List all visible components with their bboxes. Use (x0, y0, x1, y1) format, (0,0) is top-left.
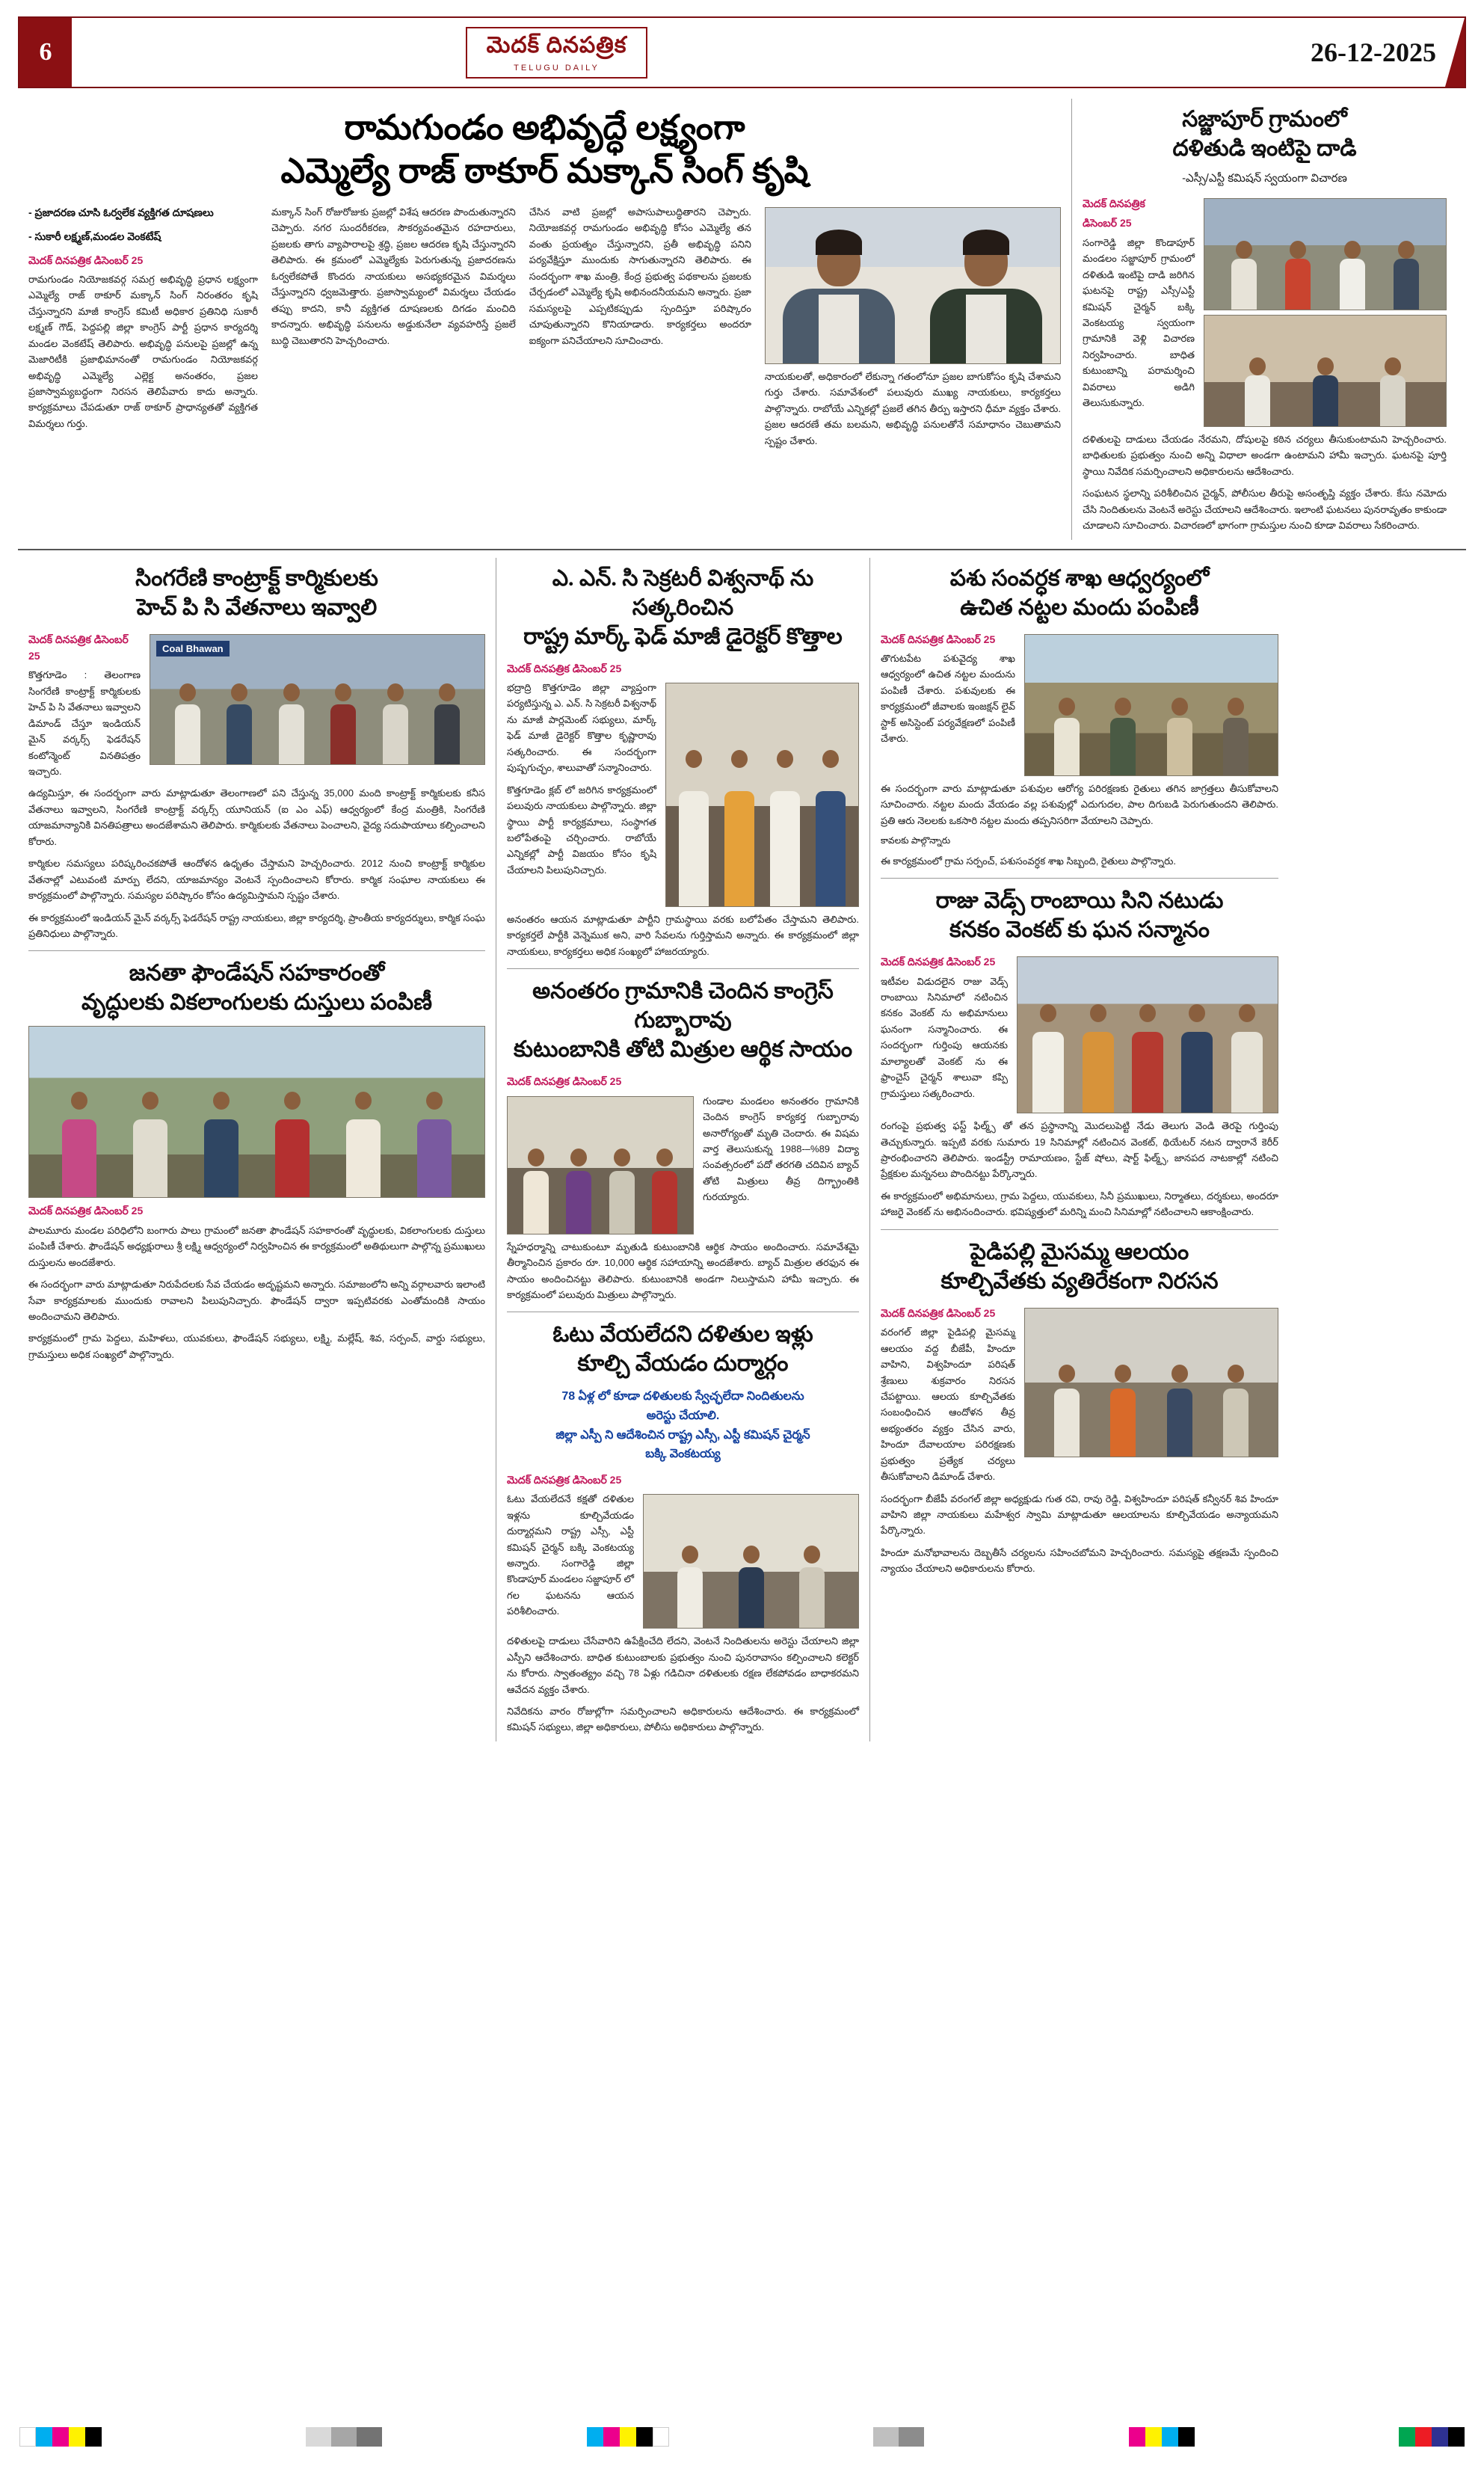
help-headline-line2: కుటుంబానికి తోటి మిత్రుల ఆర్థిక సాయం (513, 1037, 853, 1063)
help-headline-line1: అనంతరం గ్రామానికి చెందిన కాంగ్రెస్ గుబ్బారావు (532, 979, 834, 1033)
top-right-headline (1083, 105, 1447, 163)
lead-article (18, 99, 1072, 540)
photo-commission-meeting (1204, 315, 1447, 427)
lead-kicker-2: - సుకారీ లక్ష్మణ్,మండల వెంకటేష్ (28, 230, 161, 242)
vote-headline-line2: కూల్చి వేయడం దుర్మార్గం (577, 1351, 789, 1377)
help-para-1: గుండాల మండలం అనంతరం గ్రామానికి చెందిన కాంగ్రెస్ కార్యకర్త గుబ్బారావు అనారోగ్యంతో మృతి చెందారు. ఈ విషమ వార్త తెలుసుకున్న 1988-–%89 విద్యా సంవత్సరంలో పదో తరగతి చదివిన బ్యాచ్ తోటి మిత్రులు తీవ్ర దిగ్భ్రాంతికి గురయ్యారు. (703, 1095, 859, 1203)
color-bar-group-4 (873, 2427, 924, 2447)
photo-financial-aid (507, 1096, 694, 1235)
anc-grid (507, 680, 859, 911)
column-right (870, 558, 1289, 1741)
raju-headline-line2: కనకం వెంకట్ కు ఘన సన్మానం (949, 917, 1210, 943)
issue-date: 26-12-2025 (1311, 37, 1436, 67)
vote-photo-col (643, 1491, 859, 1633)
photo-clothes-distribution (28, 1026, 485, 1198)
column-middle (496, 558, 870, 1741)
article-raju-weds (881, 886, 1278, 1220)
color-bar-group-2 (306, 2427, 382, 2447)
article-janata (28, 959, 485, 1362)
brand-subtitle: TELUGU DAILY (514, 63, 600, 73)
vote-para-2: దళితులపై దాడులు చేసేవారిని ఉపేక్షించేది లేదని, వెంటనే నిందితులను అరెస్టు చేయాలని జిల్లా ఎస్పీని ఆదేశించారు. బాధిత కుటుంబాలకు ప్రభుత్వం నుంచి పునరావాసం కల్పించాలని కలెక్టర్ ను కోరారు. స్వాతంత్య్రం వచ్చి 78 ఏళ్లు గడిచినా దళితులకు రక్షణ లేకపోవడం బాధాకరమని ఆవేదన వ్యక్తం చేశారు. (507, 1635, 859, 1695)
article-singareni (28, 564, 485, 942)
masthead-logo-wrap (72, 18, 1311, 87)
color-bar-group-1 (19, 2427, 102, 2447)
temple-para-3: హిందూ మనోభావాలను దెబ్బతీసే చర్యలను సహించబోమని హెచ్చరించారు. సమస్యపై తక్షణమే స్పందించి న్యాయం చేయాలని అధికారులను కోరారు. (881, 1546, 1278, 1575)
vote-headline (507, 1320, 859, 1378)
help-photo-col (507, 1093, 694, 1239)
janata-headline-line1: జనతా ఫౌండేషన్ సహకారంతో (129, 961, 385, 986)
vote-blurb (507, 1387, 859, 1463)
vote-blurb-line3: జిల్లా ఎస్పీ ని ఆదేశించిన రాష్ట్ర ఎస్సీ, ఎస్టీ కమిషన్ చైర్మన్ (555, 1428, 810, 1442)
anc-headline-line1: ఎ. ఎన్. సి సెక్రటరీ విశ్వనాథ్ ను సత్కరించిన (552, 565, 814, 620)
lead-body-grid (28, 204, 1061, 455)
anc-photo-col (665, 680, 859, 911)
janata-para-2: ఈ సందర్భంగా వారు మాట్లాడుతూ నిరుపేదలకు సేవ చేయడం అదృష్టమని అన్నారు. సమాజంలోని అన్ని వర్గాలవారు ఇలాంటి సేవా కార్యక్రమాలకు ముందుకు రావాలని పిలుపునిచ్చారు. ఫౌండేషన్ ద్వారా ఇప్పటివరకు ఎంతోమందికి సాయం అందించామని తెలిపారు. (28, 1279, 485, 1322)
page-content (0, 88, 1484, 1741)
photo-person-right (913, 208, 1060, 363)
top-right-para-1: సంగారెడ్డి జిల్లా కొండాపూర్ మండలం సజ్జాపూర్ గ్రామంలో దళితుడి ఇంటిపై దాడి జరిగిన ఘటనపై రాష్ట్ర ఎస్సీ/ఎస్టీ కమిషన్ చైర్మన్ బక్కి వెంకటయ్య స్వయంగా గ్రామానికి వెళ్లి విచారణ నిర్వహించారు. బాధిత కుటుంబాన్ని పరామర్శించి వివరాలు అడిగి తెలుసుకున్నారు. (1083, 236, 1195, 409)
divider-right-1 (881, 878, 1278, 879)
article-vote (507, 1320, 859, 1735)
lead-kicker-1: - ప్రజాదరణ చూసి ఓర్వలేక వ్యక్తిగత దూషణలు (28, 206, 214, 218)
singareni-para-3: కార్మికుల సమస్యలు పరిష్కరించకపోతే ఆందోళన ఉధృతం చేస్తామని హెచ్చరించారు. 2012 నుంచి కాంట్రాక్ట్ కార్మికుల వేతనాల్లో ఎటువంటి మార్పు లేదని, యాజమాన్యం వెంటనే స్పందించాలని కోరారు. కార్మిక సంఘాల నాయకులు ఈ కార్యక్రమంలో పాల్గొన్నారు. సమస్యల పరిష్కారం కోసం ఉద్యమిస్తామని స్పష్టం చేశారు. (28, 858, 485, 902)
divider-top (18, 549, 1466, 550)
pasu-headline-line2: ఉచిత నట్టల మందు పంపిణీ (960, 594, 1199, 620)
singareni-para-1: కొత్తగూడెం : తెలంగాణ సింగరేణి కాంట్రాక్ట్ కార్మికులకు హెచ్ పి సి వేతనాలు ఇవ్వాలని డిమాండ్ చేస్తూ ఇండియన్ మైన్ వర్కర్స్ ఫెడరేషన్ కంటోన్మెంట్ వినతిపత్రం ఇచ్చారు. (28, 669, 141, 778)
vote-grid (507, 1491, 859, 1633)
lead-photo-two-leaders (765, 207, 1061, 364)
top-band (18, 99, 1466, 540)
singareni-top (28, 631, 485, 786)
raju-byline: మెదక్ దినపత్రిక డిసెంబర్ 25 (881, 956, 996, 968)
temple-para-1: వరంగల్ జిల్లా పైడిపల్లి మైసమ్మ ఆలయం వద్ద బీజేపీ, హిందూ వాహిని, విశ్వహిందూ పరిషత్ శ్రేణులు శుక్రవారం నిరసన చేపట్టాయి. ఆలయ కూల్చివేతకు సంబంధించిన ఆందోళన తీవ్ర అభ్యంతరం వ్యక్తం చేసిన వారు, హిందూ దేవాలయాల పరిరక్షణకు ప్రభుత్వం ప్రత్యేక చర్యలు తీసుకోవాలని డిమాండ్ చేశారు. (881, 1326, 1015, 1483)
anc-byline: మెదక్ దినపత్రిక డిసెంబర్ 25 (507, 662, 622, 674)
temple-para-2: సందర్భంగా బీజేపీ వరంగల్ జిల్లా అధ్యక్షుడు గుత రవి, రావు రెడ్డి, విశ్వహిందూ పరిషత్ కన్వీనర్ శివ హిందూ వాహిని జిల్లా నాయకులు మహేశ్వర స్వామి మాట్లాడుతూ ఆలయాలను కూల్చివేయడం అన్యాయమని పేర్కొన్నారు. (881, 1492, 1278, 1537)
anc-para-1: భద్రాద్రి కొత్తగూడెం జిల్లా వ్యాప్తంగా పర్యటిస్తున్న ఎ. ఎన్. సి సెక్రటరీ విశ్వనాథ్ ను మాజీ పార్లమెంట్ సభ్యులు, మార్క్ ఫెడ్ మాజీ డైరెక్టర్ కొత్తాల కృష్ణారావు సత్కరించారు. ఈ సందర్భంగా పుష్పగుచ్ఛం, శాలువాతో సన్మానించారు. (507, 682, 656, 774)
help-headline (507, 977, 859, 1064)
lead-para-3: చేసిన వాటి ప్రజల్లో అపాసుపాలుద్ధితారని చెప్పారు. నియోజకవర్గ రామగుండం అభివృద్ధి కోసం ఎమ్మెల్యే తన వంతు ప్రయత్నం చేస్తున్నారని, ప్రతీ అభివృద్ధి పనిని పర్యవేక్షిస్తూ ముందుకు సాగుతున్నారని తెలిపారు. ఈ సందర్భంగా శాఖ మంత్రి, కేంద్ర ప్రభుత్వ పథకాలను ప్రజలకు చేర్చడంలో ఎమ్మెల్యే కృషి అభినందనీయమని అన్నారు. ప్రజా సమస్యలపై ఎప్పటికప్పుడు స్పందిస్తూ పరిష్కారం చూపుతున్నారని కొనియాడారు. కార్యకర్తలు అందరూ ఐక్యంగా పనిచేయాలని సూచించారు. (529, 206, 751, 346)
vote-byline: మెదక్ దినపత్రిక డిసెంబర్ 25 (507, 1473, 622, 1486)
raju-photo-col (1017, 953, 1278, 1118)
top-right-byline-1: మెదక్ దినపత్రిక (1083, 197, 1145, 209)
page-number: 6 (19, 18, 72, 87)
lead-col-4 (765, 204, 1061, 455)
singareni-lead-col (28, 631, 141, 786)
photo-actor-felicitation (1017, 956, 1278, 1113)
singareni-para-2: ఉద్యమిస్తూ, ఈ సందర్భంగా వారు మాట్లాడుతూ తెలంగాణలో పని చేస్తున్న 35,000 మంది కాంట్రాక్ట్ కార్మికులకు కనీస వేతనాలు ఇవ్వాలని, సింగరేణి కాంట్రాక్ట్ వర్కర్స్ యూనియన్ (ఐ ఎం ఎఫ్) ఆధ్వర్యంలో కేంద్ర మంత్రికి, సింగరేణి యాజమాన్యానికి వినతిపత్రాలు అందజేశామని తెలిపారు. కార్మికులకు వేతనాలు పెంచాలని, వైద్య సదుపాయాలు కల్పించాలని కోరారు. (28, 787, 485, 847)
vote-para-1: ఓటు వేయలేదనే కక్షతో దళితుల ఇళ్లను కూల్చివేయడం దుర్మార్గమని రాష్ట్ర ఎస్సీ, ఎస్టీ కమిషన్ చైర్మన్ బక్కి వెంకటయ్య అన్నారు. సంగారెడ్డి జిల్లా కొండాపూర్ మండలం సజ్జాపూర్ లో గల ఘటనను ఆయన పరిశీలించారు. (507, 1493, 634, 1617)
color-bar-group-5 (1129, 2427, 1195, 2447)
raju-headline (881, 886, 1278, 944)
singareni-photo-col (150, 631, 485, 786)
pasu-photo-col (1024, 631, 1278, 781)
lead-byline: మెదక్ దినపత్రిక డిసెంబర్ 25 (28, 253, 144, 266)
top-right-headline-line2: దళితుడి ఇంటిపై దాడి (1172, 136, 1357, 161)
singareni-headline (28, 564, 485, 622)
lead-col-1 (28, 204, 258, 455)
top-right-photo-col (1204, 195, 1447, 431)
lead-col-3 (529, 204, 751, 455)
top-right-article (1072, 99, 1457, 540)
raju-para-3: ఈ కార్యక్రమంలో అభిమానులు, గ్రామ పెద్దలు, యువకులు, సినీ ప్రముఖులు, నిర్మాతలు, దర్శకులు, అందరూ హాజరై వెంకట్ ను అభినందించారు. భవిష్యత్తులో మరిన్ని మంచి సినిమాల్లో నటించాలని ఆకాంక్షించారు. (881, 1190, 1278, 1218)
pasu-byline: మెదక్ దినపత్రిక డిసెంబర్ 25 (881, 633, 996, 645)
vote-headline-line1: ఓటు వేయలేదని దళితుల ఇళ్లు (552, 1322, 813, 1347)
lead-headline-line1: రామగుండం అభివృద్ధే లక్ష్యంగా (344, 108, 745, 147)
top-right-para-3: సంఘటన స్థలాన్ని పరిశీలించిన చైర్మన్, పోలీసుల తీరుపై అసంతృప్తి వ్యక్తం చేశారు. కేసు నమోదు చేసి నిందితులను వెంటనే అరెస్టు చేయాలని ఆదేశించారు. ఇలాంటి ఘటనలు పునరావృతం కాకుండా చూడాలని సూచించారు. విచారణలో భాగంగా గ్రామస్తుల నుంచి కూడా వివరాలు సేకరించారు. (1083, 488, 1447, 532)
article-pasu (881, 564, 1278, 870)
singareni-headline-line1: సింగరేణి కాంట్రాక్ట్ కార్మికులకు (135, 565, 378, 591)
temple-headline-line2: కూల్చివేతకు వ్యతిరేకంగా నిరసన (940, 1268, 1219, 1294)
raju-para-1: ఇటీవల విడుదలైన రాజు వెడ్స్ రాంబాయి సినిమాలో నటించిన కనకం వెంకట్ ను అభిమానులు ఘనంగా సన్మానించారు. ఈ సందర్భంగా గుర్తింపు ఆయనకు మాల్యాలతో వెంకట్ ను ఈ ఫ్రాంచైస్ చైర్మన్ శాలువా కప్పి గ్రామస్తులు సత్కరించారు. (881, 975, 1008, 1099)
middle-band (18, 558, 1466, 1741)
divider-mid-1 (507, 968, 859, 969)
janata-para-3: కార్యక్రమంలో గ్రామ పెద్దలు, మహిళలు, యువకులు, ఫౌండేషన్ సభ్యులు, లక్ష్మి, మల్లేష్, శివ, సర్పంచ్, వార్డు సభ్యులు, గ్రామస్తులు అధిక సంఖ్యలో పాల్గొన్నారు. (28, 1332, 485, 1360)
photo-officials-village (1204, 198, 1447, 310)
top-right-byline-2: డిసెంబర్ 25 (1083, 217, 1132, 230)
photo-livestock-camp (1024, 634, 1278, 776)
lead-col-2 (271, 204, 516, 455)
temple-text-col (881, 1305, 1015, 1491)
brand-name: మెదక్ దినపత్రిక (486, 32, 627, 58)
anc-text-col (507, 680, 656, 911)
top-right-headline-line1: సజ్జాపూర్ గ్రామంలో (1182, 107, 1347, 132)
janata-headline (28, 959, 485, 1017)
pasu-text-col (881, 631, 1015, 781)
anc-para-3: అనంతరం ఆయన మాట్లాడుతూ పార్టీని గ్రామస్థాయి వరకు బలోపేతం చేస్తామని తెలిపారు. కార్యకర్తలే పార్టీకి వెన్నెముక అని, వారి సేవలను గుర్తిస్తామని అన్నారు. ఈ కార్యక్రమంలో జిల్లా నాయకులు, కార్యకర్తలు అధిక సంఖ్యలో హాజరయ్యారు. (507, 914, 859, 957)
photo-felicitation (665, 683, 859, 907)
pasu-headline-line1: పశు సంవర్ధక శాఖ ఆధ్వర్యంలో (949, 565, 1210, 591)
anc-para-2: కొత్తగూడెం క్లబ్ లో జరిగిన కార్యక్రమంలో పలువురు నాయకులు పాల్గొన్నారు. జిల్లా స్థాయి పార్టీ కార్యక్రమాలు, సంస్థాగత బలోపేతంపై చర్చించారు. రాబోయే ఎన్నికల్లో పార్టీ విజయం కోసం కృషి చేయాలని పిలుపునిచ్చారు. (507, 784, 656, 876)
help-text-col (703, 1093, 859, 1239)
anc-headline-line2: రాష్ట్ర మార్క్ ఫెడ్ మాజీ డైరెక్టర్ కొత్తాల (523, 624, 843, 649)
top-right-subhead: -ఎస్సీ/ఎస్టీ కమిషన్ స్వయంగా విచారణ (1182, 172, 1347, 185)
raju-text-col (881, 953, 1008, 1118)
top-right-grid (1083, 195, 1447, 431)
singareni-headline-line2: హెచ్ పి సి వేతనాలు ఇవ్వాలి (136, 594, 378, 620)
vote-blurb-line1: 78 ఏళ్ల లో కూడా దళితులకు స్వేచ్ఛలేదా నిందితులను (561, 1390, 804, 1403)
column-left (18, 558, 496, 1741)
top-right-text-col (1083, 195, 1195, 431)
lead-headline (28, 106, 1061, 192)
pasu-para-2: ఈ సందర్భంగా వారు మాట్లాడుతూ పశువుల ఆరోగ్య పరిరక్షణకు రైతులు తగిన జాగ్రత్తలు తీసుకోవాలని సూచించారు. నట్టల మందు వేయడం వల్ల పశువుల్లో ఎదుగుదల, పాల దిగుబడి పెరుగుతుందని తెలిపారు. ప్రతి ఆరు నెలలకు ఒకసారి నట్టల మందు తప్పనిసరిగా వేయాలని చెప్పారు. (881, 782, 1278, 826)
article-temple (881, 1237, 1278, 1577)
photo-person-left (766, 208, 913, 363)
color-bar-group-6 (1399, 2427, 1465, 2447)
raju-grid (881, 953, 1278, 1118)
janata-byline: మెదక్ దినపత్రిక డిసెంబర్ 25 (28, 1205, 144, 1217)
color-bar-group-3 (587, 2427, 669, 2447)
newspaper-logo (466, 27, 648, 79)
lead-para-2: మక్కాన్ సింగ్ రోజురోజుకు ప్రజల్లో విశేష ఆదరణ పొందుతున్నారని చెప్పారు. నగర సుందరీకరణ, సౌకర్యవంతమైన రహదారులు, ప్రజలకు తాగు వ్యాపారాలపై శ్రద్ధి, ప్రజల ఆదరణ కృషి చేస్తున్నారని తెలిపారు. ఈ క్రమంలో ఎమ్మెల్యేకు పెరుగుతున్న ప్రజాదరణను ఓర్వలేకపోతే కొందరు నాయకులు అసభ్యకరమైన విమర్శలు చేస్తున్నారని ధ్వజమెత్తారు. ప్రజాస్వామ్యంలో విమర్శలు చేయడం తప్పు కాదని, కానీ వ్యక్తిగత దూషణలకు దిగడం మంచిది కాదన్నారు. అభివృద్ధి పనులను అడ్డుకునేలా వ్యవహరిస్తే ప్రజలే బుద్ధి చెబుతారని హెచ్చరించారు. (271, 206, 516, 346)
temple-byline: మెదక్ దినపత్రిక డిసెంబర్ 25 (881, 1306, 996, 1319)
article-anc (507, 564, 859, 960)
raju-headline-line1: రాజు వెడ్స్ రాంబాయి సిని నటుడు (935, 888, 1224, 914)
photo-protest (1024, 1308, 1278, 1457)
photo-coal-bhawan (150, 634, 485, 765)
divider-right-2 (881, 1229, 1278, 1230)
photo-building-label: Coal Bhawan (156, 641, 230, 657)
vote-para-3: నివేదికను వారం రోజుల్లోగా సమర్పించాలని అధికారులను ఆదేశించారు. ఈ కార్యక్రమంలో కమిషన్ సభ్యులు, జిల్లా అధికారులు, పోలీసు అధికారులు పాల్గొన్నారు. (507, 1705, 859, 1733)
masthead (18, 16, 1466, 88)
janata-para-1: పాలమూరు మండల పరిధిలోని బంగారు పాలు గ్రామంలో జనతా ఫౌండేషన్ సహకారంతో వృద్ధులకు, వికలాంగులకు దుస్తులు పంపిణీ చేశారు. ఫౌండేషన్ అధ్యక్షురాలు శ్రీ లక్ష్మి ఆధ్వర్యంలో నిర్వహించిన ఈ కార్యక్రమంలో అతిథులుగా పాల్గొన్న ప్రముఖులు దుస్తులను అందజేశారు. (28, 1224, 485, 1268)
temple-photo-col (1024, 1305, 1278, 1491)
janata-headline-line2: వృద్ధులకు వికలాంగులకు దుస్తులు పంపిణీ (81, 990, 433, 1015)
pasu-para-3: ఈ కార్యక్రమంలో గ్రామ సర్పంచ్, పశుసంవర్ధక శాఖ సిబ్బంది, రైతులు పాల్గొన్నారు. (881, 855, 1176, 867)
photo-sp-meeting (643, 1494, 859, 1629)
temple-grid (881, 1305, 1278, 1491)
vote-text-col (507, 1491, 634, 1633)
lead-headline-line2: ఎమ్మెల్యే రాజ్ ఠాకూర్ మక్కాన్ సింగ్ కృషి (280, 151, 809, 190)
pasu-photo-caption: కావలకు పాల్గొన్నారు (881, 834, 951, 846)
lead-para-4: నాయకులతో, అధికారంలో లేకున్నా గతంలోనూ ప్రజల బాగుకోసం కృషి చేశామని గుర్తు చేశారు. సమావేశంలో పలువురు ముఖ్య నాయకులు, కార్యకర్తలు పాల్గొన్నారు. రాబోయే ఎన్నికల్లో ప్రజలే తగిన తీర్పు ఇస్తారని ధీమా వ్యక్తం చేశారు. ప్రజల ఆదరణే తమ బలమని, అభివృద్ధి పనులతోనే సమాధానం చెబుతామని స్పష్టం చేశారు. (764, 371, 1062, 446)
color-registration-bars (0, 2427, 1484, 2447)
pasu-headline (881, 564, 1278, 622)
vote-blurb-line2: అరెస్టు చేయాలి. (646, 1409, 720, 1423)
pasu-para-1: తొగుటపేట పశువైద్య శాఖ ఆధ్వర్యంలో ఉచిత నట్టల మందును పంపిణీ చేశారు. పశువులకు ఈ కార్యక్రమంలో జీవాలకు ఇంజక్షన్ లైవ్ స్టాక్ అసిస్టెంట్ పర్యవేక్షణలో పంపిణీ చేశారు. (881, 653, 1015, 745)
singareni-byline: మెదక్ దినపత్రిక డిసెంబర్ 25 (28, 633, 129, 662)
singareni-para-4: ఈ కార్యక్రమంలో ఇండియన్ మైన్ వర్కర్స్ ఫెడరేషన్ రాష్ట్ర నాయకులు, జిల్లా కార్యదర్శి, ప్రాంతీయ కార్యదర్శులు, కార్మిక సంఘ ప్రతినిధులు పాల్గొన్నారు. (28, 911, 485, 939)
temple-headline (881, 1237, 1278, 1296)
lead-para-1: రామగుండం నియోజకవర్గ సమగ్ర అభివృద్ధి ప్రధాన లక్ష్యంగా ఎమ్మెల్యే రాజ్ ఠాకూర్ మక్కాన్ సింగ్ నిరంతరం కృషి చేస్తున్నారని మాజీ కాంగ్రెస్ కమిటీ అధికార ప్రతినిధి సుకారీ లక్ష్మణ్ గౌడ్, పెద్దపల్లి జిల్లా కాంగ్రెస్ పార్టీ ప్రధాన కార్యదర్శి మండల వెంకటేష్ తెలిపారు. అభివృద్ధి పనులపై ప్రజల్లో ఉన్న మెజారిటీకి ప్రజాభిమానంతో రామగుండం నియోజకవర్గ అభివృద్ధి ఎమ్మెల్యే ఎల్లెక్ట అనంతరం, ప్రజల ప్రజాస్వామ్యబద్ధంగా నిరసన తెలిపేవారు కాదు అన్నారు. కార్యక్రమాలు చేపడుతూ రాజ్ ఠాకూర్ ప్రాధాన్యతతో వ్యక్తిగత విమర్శలు గుర్తు. (28, 273, 258, 429)
help-grid (507, 1093, 859, 1239)
newspaper-page (0, 16, 1484, 2472)
pasu-grid (881, 631, 1278, 781)
vote-blurb-line4: బక్కి వెంకటయ్య (645, 1448, 721, 1461)
top-right-para-2: దళితులపై దాడులు చేయడం నేరమని, దోషులపై కఠిన చర్యలు తీసుకుంటామని హెచ్చరించారు. బాధితులకు ప్రభుత్వం నుంచి అన్ని విధాలా అండగా ఉంటామని హామీ ఇచ్చారు. ఘటనపై పూర్తి స్థాయి నివేదిక సమర్పించాలని అధికారులను ఆదేశించారు. (1083, 434, 1447, 477)
article-congress-help (507, 977, 859, 1303)
temple-headline-line1: పైడిపల్లి మైసమ్మ ఆలయం (970, 1239, 1189, 1264)
help-byline: మెదక్ దినపత్రిక డిసెంబర్ 25 (507, 1075, 622, 1088)
raju-para-2: రంగంపై ప్రభుత్వ ఫస్ట్ ఫిల్మ్స్ తో తన ప్రస్థానాన్ని మొదలుపెట్టి నేడు తెలుగు వెండి తెరపై గుర్తింపు తెచ్చుకున్నారు. ఇప్పటి వరకు సుమారు 19 సినిమాల్లో నటించిన వెంకట్, థియేటర్ నటన ద్వారానే కెరీర్ ప్రారంభించారని తెలిపారు. ఇండస్ట్రీ రామాయణం, స్టేజ్ షోలు, షార్ట్ ఫిల్మ్స్, జానపద నాటకాల్లో నటించి ప్రేక్షకుల మన్ననలు పొందినట్టు పేర్కొన్నారు. (881, 1120, 1278, 1180)
help-para-2: స్నేహధర్మాన్ని చాటుకుంటూ మృతుడి కుటుంబానికి ఆర్థిక సాయం అందించారు. సమావేశమై తీర్మానించిన ప్రకారం రూ. 10,000 ఆర్థిక సహాయాన్ని అందజేశారు. బ్యాచ్ మిత్రుల తరఫున ఈ సాయం అందించినట్టు తెలిపారు. కుటుంబానికి అండగా నిలుస్తామని హామీ ఇచ్చారు. ఈ కార్యక్రమంలో పలువురు మిత్రులు పాల్గొన్నారు. (507, 1240, 859, 1301)
anc-headline (507, 564, 859, 651)
divider-left-1 (28, 950, 485, 951)
